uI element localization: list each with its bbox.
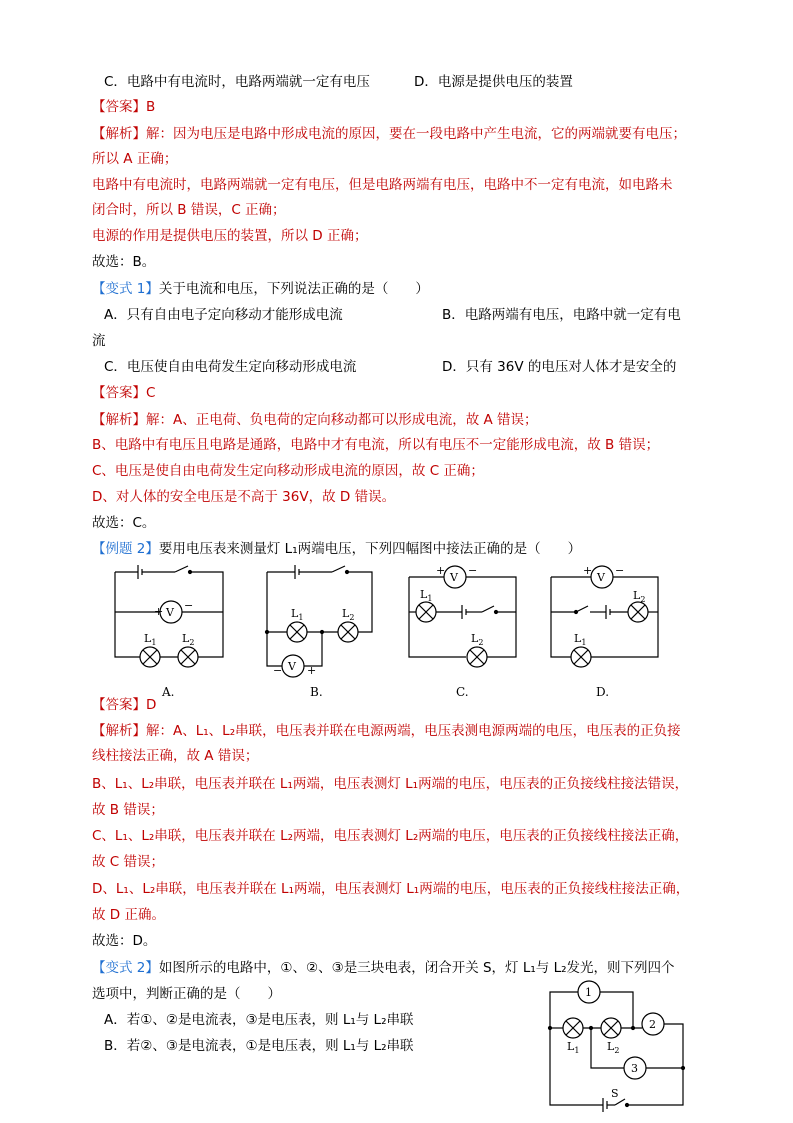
v1-stem: 【变式 1】关于电流和电压，下列说法正确的是（ ） (92, 281, 429, 297)
ex2-analysis-line: 故 D 正确。 (92, 907, 165, 923)
q1-option-c: C．电路中有电流时，电路两端就一定有电压 (104, 74, 370, 90)
lamp-l2-label: $L_2$ (471, 632, 484, 647)
v1-option-a: A．只有自由电子定向移动才能形成电流 (104, 307, 343, 323)
lamp-l1-label: $L_1$ (291, 607, 304, 622)
lamp-l1-label: $L_1$ (574, 632, 587, 647)
voltmeter-label: V (450, 571, 458, 584)
lamp-l1-label: $L_1$ (567, 1040, 580, 1055)
q1-analysis-line: 闭合时，所以 B 错误，C 正确； (92, 202, 286, 218)
meter-2-label: 2 (649, 1018, 656, 1031)
ex2-analysis-line: B、L₁、L₂串联，电压表并联在 L₁两端，电压表测灯 L₁两端的电压，电压表的正负接线柱接法错误， (92, 776, 689, 792)
circuit-figure-c (404, 562, 524, 672)
ex2-analysis-line: 【解析】解：A、L₁、L₂串联，电压表并联在电源两端，电压表测电源两端的电压，电压表的正负接 (92, 723, 681, 739)
circuit-figure-b (262, 562, 382, 677)
v2-option-a: A．若①、②是电流表，③是电压表，则 L₁与 L₂串联 (104, 1012, 414, 1028)
circuit-figure-d (546, 562, 666, 672)
ex2-analysis-line: 故 B 错误； (92, 802, 164, 818)
lamp-l2-label: $L_2$ (342, 607, 355, 622)
switch-s-label: S (611, 1087, 619, 1100)
circuit-figure-v2 (545, 950, 690, 1115)
plus-sign: + (307, 664, 317, 677)
q1-conclusion: 故选：B。 (92, 254, 156, 270)
figure-label-c: C. (456, 685, 469, 699)
plus-sign: + (154, 605, 164, 618)
q1-option-d: D．电源是提供电压的装置 (414, 74, 573, 90)
ex2-analysis-line: D、L₁、L₂串联，电压表并联在 L₁两端，电压表测灯 L₁两端的电压，电压表的正负接线柱接法正确， (92, 881, 690, 897)
q1-analysis-line: 电源的作用是提供电压的装置，所以 D 正确； (92, 228, 368, 244)
v2-option-b: B．若②、③是电流表，①是电压表，则 L₁与 L₂串联 (104, 1038, 414, 1054)
ex2-analysis-line: 线柱接法正确，故 A 错误； (92, 748, 259, 764)
ex2-stem: 【例题 2】要用电压表来测量灯 L₁两端电压，下列四幅图中接法正确的是（ ） (92, 541, 582, 557)
lamp-l1-label: $L_1$ (144, 632, 157, 647)
v1-option-c: C．电压使自由电荷发生定向移动形成电流 (104, 359, 357, 375)
minus-sign: − (468, 564, 478, 577)
v2-stem-cont: 选项中，判断正确的是（ ） (92, 986, 281, 1002)
ex2-analysis-line: C、L₁、L₂串联，电压表并联在 L₂两端，电压表测灯 L₂两端的电压，电压表的正负接线柱接法正确， (92, 828, 689, 844)
v1-answer: 【答案】C (92, 385, 156, 401)
v1-analysis-line: D、对人体的安全电压是不高于 36V，故 D 错误。 (92, 489, 396, 505)
v1-option-b-cont: 流 (92, 333, 106, 349)
voltmeter-label: V (166, 606, 174, 619)
plus-sign: + (583, 564, 593, 577)
q1-analysis-line: 所以 A 正确； (92, 151, 178, 167)
plus-sign: + (436, 564, 446, 577)
lamp-l2-label: $L_2$ (182, 632, 195, 647)
figure-label-d: D. (596, 685, 610, 699)
v1-option-b: B．电路两端有电压，电路中就一定有电 (442, 307, 681, 323)
voltmeter-label: V (597, 571, 605, 584)
lamp-l1-label: $L_1$ (420, 588, 433, 603)
meter-3-label: 3 (631, 1062, 638, 1075)
circuit-figure-a (110, 562, 230, 672)
ex2-answer: 【答案】D (92, 697, 157, 713)
q1-analysis-line: 电路中有电流时，电路两端就一定有电压，但是电路两端有电压，电路中不一定有电流，如电路未 (92, 177, 673, 193)
q1-analysis-line: 【解析】解：因为电压是电路中形成电流的原因，要在一段电路中产生电流，它的两端就要有电压； (92, 126, 686, 142)
q1-answer: 【答案】B (92, 99, 156, 115)
v1-analysis-line: 【解析】解：A、正电荷、负电荷的定向移动都可以形成电流，故 A 错误； (92, 412, 538, 428)
minus-sign: − (184, 599, 194, 612)
lamp-l2-label: $L_2$ (607, 1040, 620, 1055)
lamp-l2-label: $L_2$ (633, 589, 646, 604)
figure-label-b: B. (310, 685, 323, 699)
ex2-analysis-line: 故 C 错误； (92, 854, 165, 870)
v1-analysis-line: C、电压是使自由电荷发生定向移动形成电流的原因，故 C 正确； (92, 463, 484, 479)
v1-option-d: D．只有 36V 的电压对人体才是安全的 (442, 359, 677, 375)
ex2-conclusion: 故选：D。 (92, 933, 157, 949)
figure-label-a: A. (162, 685, 175, 699)
minus-sign: − (273, 664, 283, 677)
v1-analysis-line: B、电路中有电压且电路是通路，电路中才有电流，所以有电压不一定能形成电流，故 B 错误； (92, 437, 660, 453)
q1-options-row (104, 72, 704, 92)
meter-1-label: 1 (585, 986, 592, 999)
v1-conclusion: 故选：C。 (92, 515, 156, 531)
minus-sign: − (615, 564, 625, 577)
v2-stem: 【变式 2】如图所示的电路中，①、②、③是三块电表，闭合开关 S，灯 L₁与 L₂发光，则下列四个 (92, 960, 675, 976)
voltmeter-label: V (288, 660, 296, 673)
